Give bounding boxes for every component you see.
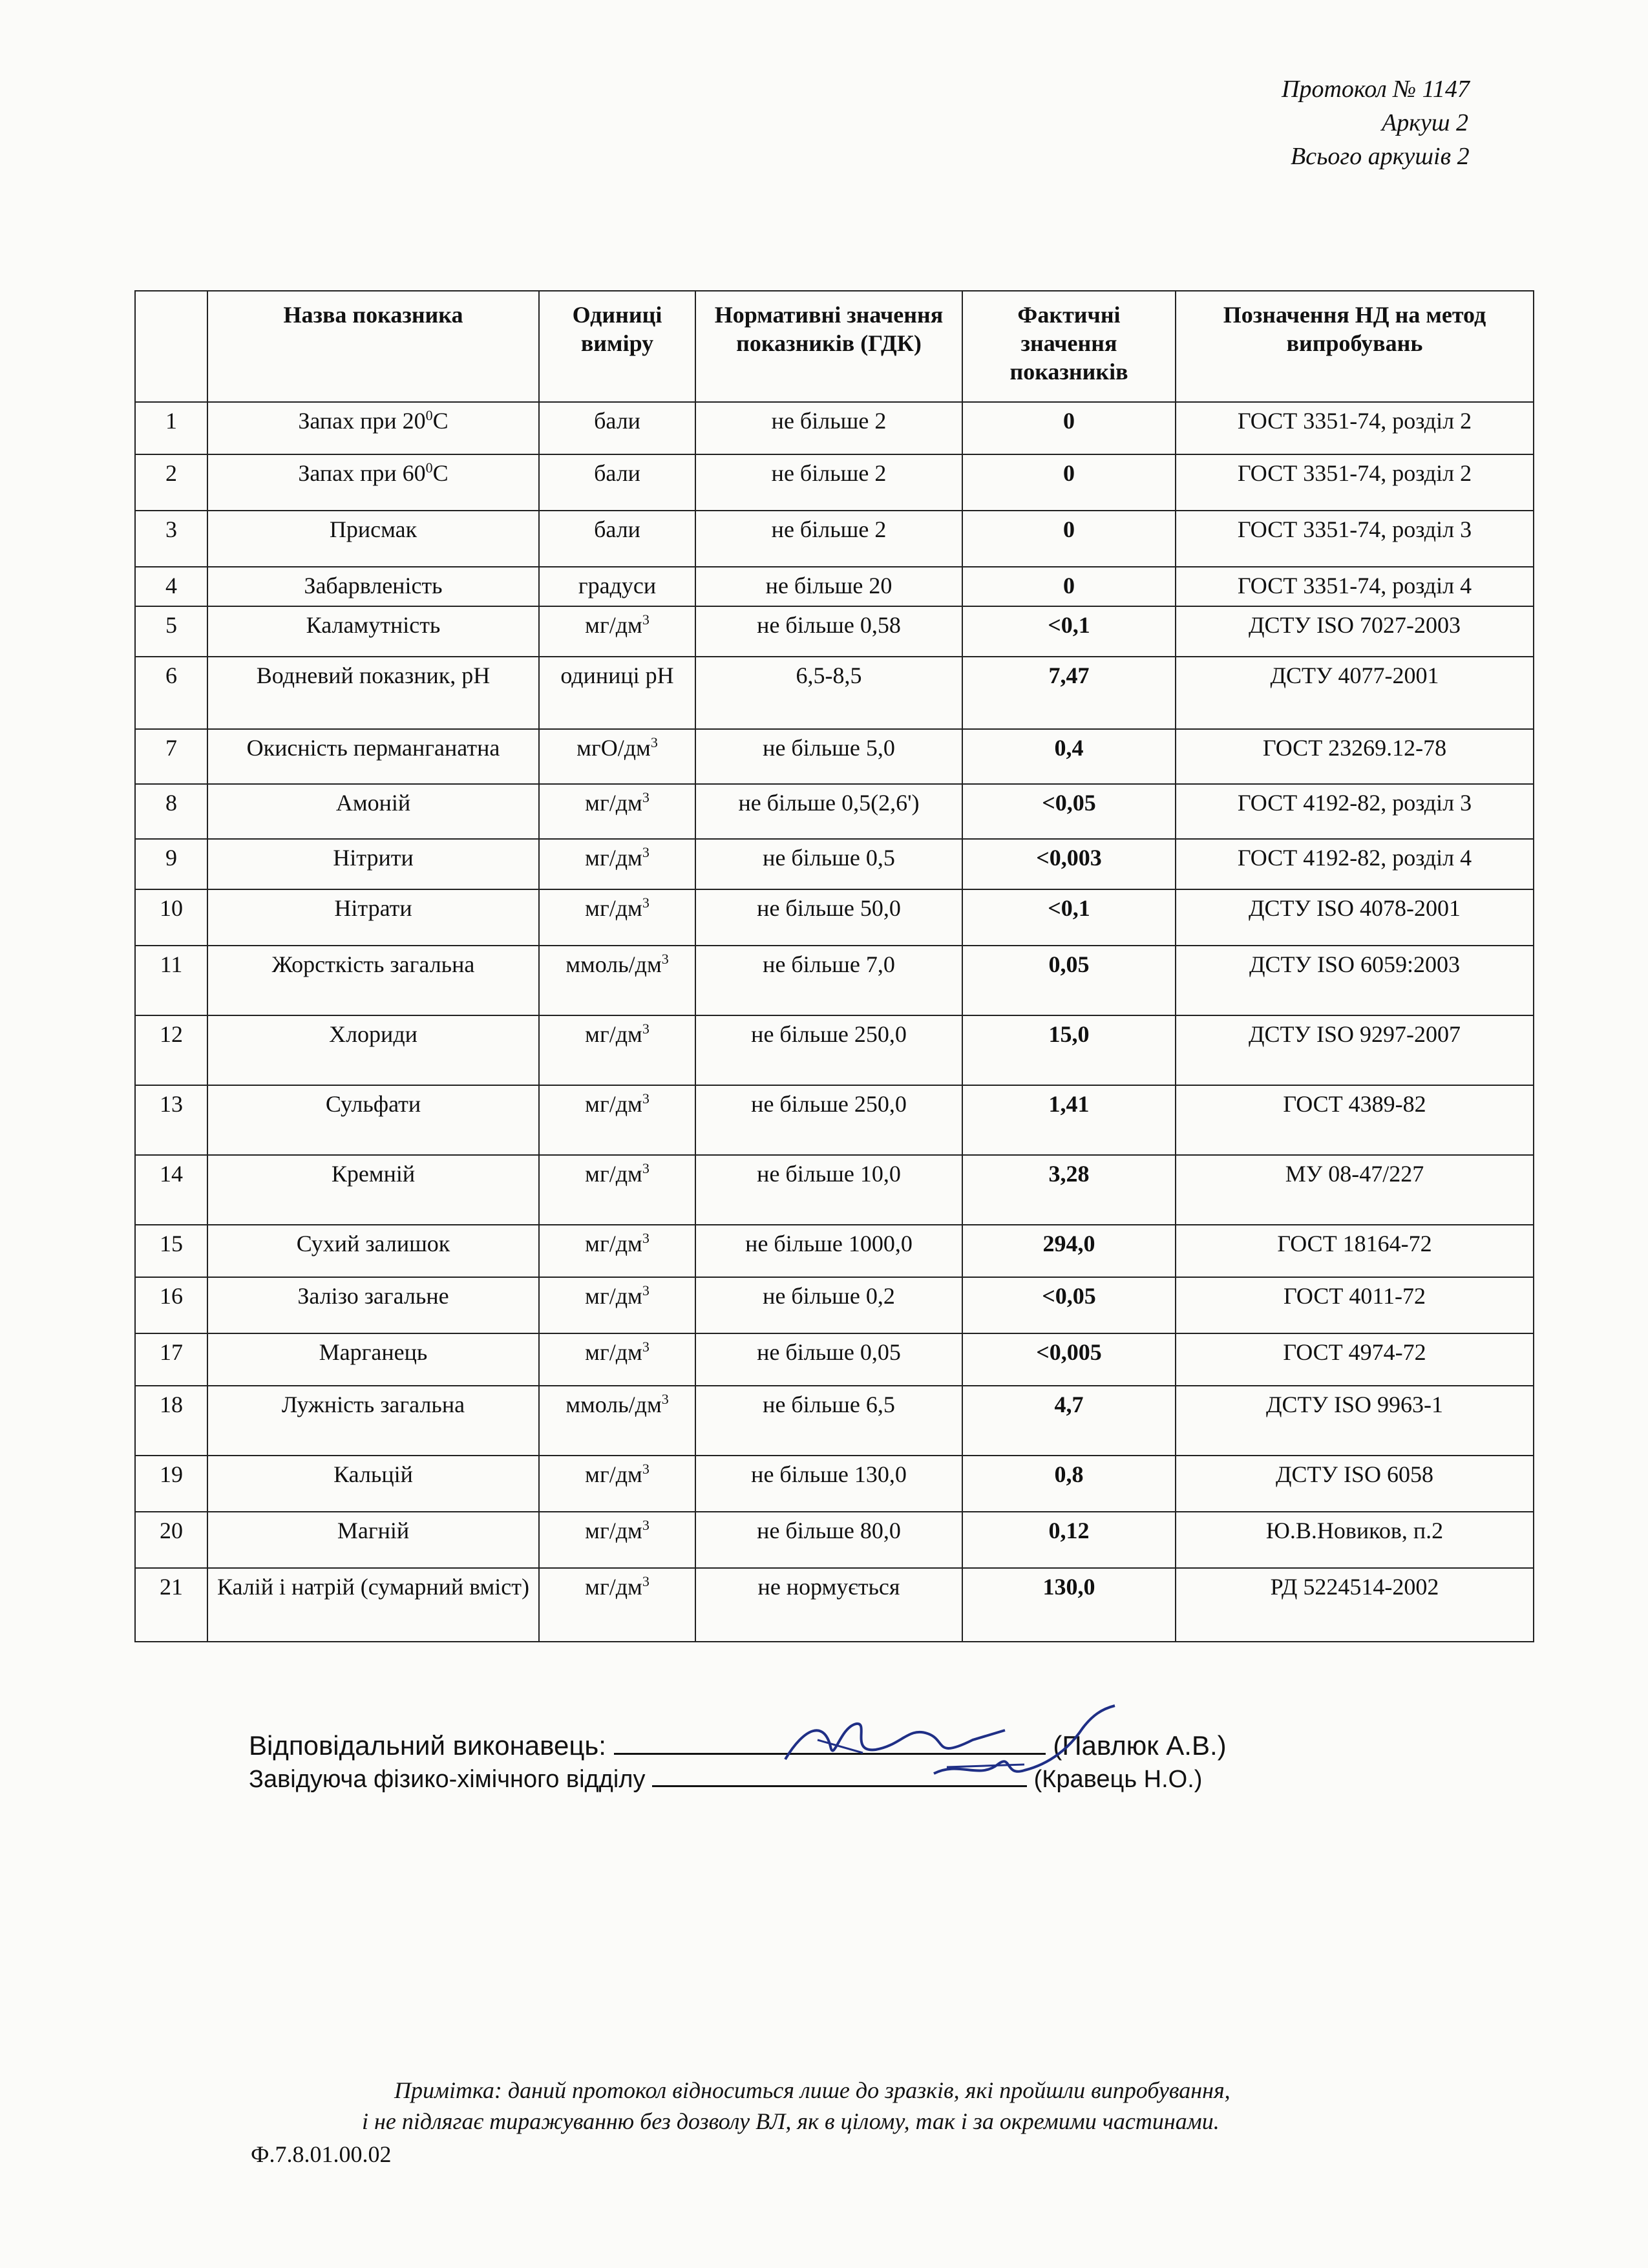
actual-value: 0 — [962, 402, 1176, 454]
method-standard: ГОСТ 3351-74, розділ 3 — [1176, 511, 1534, 567]
method-standard: ДСТУ ISO 9963-1 — [1176, 1386, 1534, 1456]
row-number: 15 — [135, 1225, 207, 1277]
head-signature-line — [249, 1763, 1227, 1796]
method-standard: РД 5224514-2002 — [1176, 1568, 1534, 1642]
actual-value: 15,0 — [962, 1015, 1176, 1085]
indicator-name: Хлориди — [207, 1015, 539, 1085]
unit: бали — [539, 402, 695, 454]
actual-value: 4,7 — [962, 1386, 1176, 1456]
actual-value: 3,28 — [962, 1155, 1176, 1225]
unit: $мг/дм^3$ — [539, 889, 695, 946]
norm-value: не більше 2 — [695, 511, 962, 567]
executor-name: (Павлюк А.В.) — [1053, 1730, 1227, 1761]
indicator-name: Кальцій — [207, 1456, 539, 1512]
executor-label: Відповідальний виконавець: — [249, 1730, 606, 1761]
norm-value: не більше 10,0 — [695, 1155, 962, 1225]
unit: $мг/дм^3$ — [539, 1277, 695, 1333]
indicator-name: Амоній — [207, 784, 539, 839]
method-standard: ДСТУ ISO 9297-2007 — [1176, 1015, 1534, 1085]
form-code: Ф.7.8.01.00.02 — [251, 2141, 392, 2167]
unit: бали — [539, 511, 695, 567]
norm-value: не більше 250,0 — [695, 1085, 962, 1155]
method-standard: МУ 08-47/227 — [1176, 1155, 1534, 1225]
indicator-name: Кремній — [207, 1155, 539, 1225]
table-row — [135, 946, 1534, 1015]
unit: одиниці рН — [539, 657, 695, 729]
unit: $мг/дм^3$ — [539, 1568, 695, 1642]
row-number: 19 — [135, 1456, 207, 1512]
indicator-name: Водневий показник, рН — [207, 657, 539, 729]
norm-value: не більше 2 — [695, 454, 962, 511]
table-row — [135, 567, 1534, 606]
method-standard: ГОСТ 23269.12-78 — [1176, 729, 1534, 784]
method-standard: ГОСТ 4192-82, розділ 3 — [1176, 784, 1534, 839]
norm-value: не більше 0,5 — [695, 839, 962, 889]
actual-value: 0 — [962, 511, 1176, 567]
norm-value: не нормується — [695, 1568, 962, 1642]
table-row — [135, 729, 1534, 784]
row-number: 8 — [135, 784, 207, 839]
unit: $мг/дм^3$ — [539, 606, 695, 657]
indicator-name: Магній — [207, 1512, 539, 1568]
norm-value: не більше 0,2 — [695, 1277, 962, 1333]
method-standard: Ю.В.Новиков, п.2 — [1176, 1512, 1534, 1568]
norm-value: не більше 50,0 — [695, 889, 962, 946]
actual-value: 130,0 — [962, 1568, 1176, 1642]
norm-value: не більше 1000,0 — [695, 1225, 962, 1277]
norm-value: не більше 6,5 — [695, 1386, 962, 1456]
footnote — [362, 2075, 1461, 2137]
norm-value: 6,5-8,5 — [695, 657, 962, 729]
table-row — [135, 606, 1534, 657]
method-standard: ДСТУ ISO 4078-2001 — [1176, 889, 1534, 946]
table-row — [135, 1568, 1534, 1642]
table-row — [135, 454, 1534, 511]
method-standard: ДСТУ 4077-2001 — [1176, 657, 1534, 729]
signatures-block — [249, 1728, 1227, 1796]
indicator-name: Присмак — [207, 511, 539, 567]
unit: $мг/дм^3$ — [539, 1225, 695, 1277]
method-standard: ГОСТ 4389-82 — [1176, 1085, 1534, 1155]
method-standard: ГОСТ 3351-74, розділ 2 — [1176, 454, 1534, 511]
indicator-name: Запах при $20^0С$ — [207, 402, 539, 454]
table-row — [135, 657, 1534, 729]
method-standard: ГОСТ 4011-72 — [1176, 1277, 1534, 1333]
row-number: 3 — [135, 511, 207, 567]
indicator-name: Лужність загальна — [207, 1386, 539, 1456]
actual-value: <0,003 — [962, 839, 1176, 889]
indicator-name: Забарвленість — [207, 567, 539, 606]
unit: $мг/дм^3$ — [539, 784, 695, 839]
table-row — [135, 1277, 1534, 1333]
unit: $мг/дм^3$ — [539, 1512, 695, 1568]
table-row — [135, 1333, 1534, 1386]
method-standard: ДСТУ ISO 6059:2003 — [1176, 946, 1534, 1015]
actual-value: 0 — [962, 567, 1176, 606]
indicator-name: Жорсткість загальна — [207, 946, 539, 1015]
results-table — [134, 290, 1534, 1642]
unit: $мг/дм^3$ — [539, 839, 695, 889]
actual-value: 0,4 — [962, 729, 1176, 784]
header-units: Одиниці виміру — [539, 291, 695, 402]
method-standard: ГОСТ 18164-72 — [1176, 1225, 1534, 1277]
indicator-name: Залізо загальне — [207, 1277, 539, 1333]
norm-value: не більше 250,0 — [695, 1015, 962, 1085]
method-standard: ГОСТ 3351-74, розділ 4 — [1176, 567, 1534, 606]
row-number: 6 — [135, 657, 207, 729]
header-method: Позначення НД на метод випробувань — [1176, 291, 1534, 402]
row-number: 7 — [135, 729, 207, 784]
indicator-name: Марганець — [207, 1333, 539, 1386]
unit: $мг/дм^3$ — [539, 1456, 695, 1512]
row-number: 2 — [135, 454, 207, 511]
actual-value: 7,47 — [962, 657, 1176, 729]
norm-value: не більше 130,0 — [695, 1456, 962, 1512]
table-header-row — [135, 291, 1534, 402]
indicator-name: Нітрати — [207, 889, 539, 946]
table-row — [135, 889, 1534, 946]
row-number: 21 — [135, 1568, 207, 1642]
indicator-name: Запах при $60^0С$ — [207, 454, 539, 511]
row-number: 11 — [135, 946, 207, 1015]
actual-value: <0,05 — [962, 784, 1176, 839]
indicator-name: Нітрити — [207, 839, 539, 889]
row-number: 16 — [135, 1277, 207, 1333]
unit: ммоль/$дм^3$ — [539, 946, 695, 1015]
protocol-header — [1099, 72, 1551, 173]
row-number: 14 — [135, 1155, 207, 1225]
row-number: 1 — [135, 402, 207, 454]
header-number — [135, 291, 207, 402]
row-number: 4 — [135, 567, 207, 606]
actual-value: <0,1 — [962, 889, 1176, 946]
actual-value: 0,8 — [962, 1456, 1176, 1512]
actual-value: 0,12 — [962, 1512, 1176, 1568]
actual-value: 1,41 — [962, 1085, 1176, 1155]
table-row — [135, 1015, 1534, 1085]
footnote-line-2: і не підлягає тиражуванню без дозволу ВЛ, як в цілому, так і за окремими частинами. — [362, 2108, 1220, 2134]
unit: $мг/дм^3$ — [539, 1155, 695, 1225]
row-number: 12 — [135, 1015, 207, 1085]
norm-value: не більше 5,0 — [695, 729, 962, 784]
unit: градуси — [539, 567, 695, 606]
norm-value: не більше 20 — [695, 567, 962, 606]
row-number: 20 — [135, 1512, 207, 1568]
protocol-number: Протокол № 1147 — [1282, 76, 1470, 103]
header-actual: Фактичні значення показників — [962, 291, 1176, 402]
indicator-name: Окисність перманганатна — [207, 729, 539, 784]
indicator-name: Сухий залишок — [207, 1225, 539, 1277]
head-signature-blank — [652, 1763, 1027, 1787]
head-name: (Кравець Н.О.) — [1033, 1766, 1203, 1793]
table-row — [135, 839, 1534, 889]
executor-signature-line — [249, 1728, 1227, 1763]
row-number: 13 — [135, 1085, 207, 1155]
actual-value: 294,0 — [962, 1225, 1176, 1277]
unit: $мг/дм^3$ — [539, 1015, 695, 1085]
unit: мгО/$дм^3$ — [539, 729, 695, 784]
table-row — [135, 1386, 1534, 1456]
actual-value: <0,1 — [962, 606, 1176, 657]
norm-value: не більше 7,0 — [695, 946, 962, 1015]
header-norm: Нормативні значення показників (ГДК) — [695, 291, 962, 402]
row-number: 10 — [135, 889, 207, 946]
table-row — [135, 1085, 1534, 1155]
row-number: 17 — [135, 1333, 207, 1386]
norm-value: не більше 2 — [695, 402, 962, 454]
row-number: 5 — [135, 606, 207, 657]
actual-value: <0,05 — [962, 1277, 1176, 1333]
head-label: Завідуюча фізико-хімічного відділу — [249, 1766, 646, 1793]
table-row — [135, 1155, 1534, 1225]
method-standard: ГОСТ 4192-82, розділ 4 — [1176, 839, 1534, 889]
row-number: 18 — [135, 1386, 207, 1456]
header-name: Назва показника — [207, 291, 539, 402]
indicator-name: Сульфати — [207, 1085, 539, 1155]
actual-value: 0 — [962, 454, 1176, 511]
sheet-number: Аркуш 2 — [1382, 109, 1469, 136]
total-sheets: Всього аркушів 2 — [1291, 143, 1470, 170]
unit: ммоль/$дм^3$ — [539, 1386, 695, 1456]
norm-value: не більше 0,5(2,6') — [695, 784, 962, 839]
indicator-name: Калій і натрій (сумарний вміст) — [207, 1568, 539, 1642]
method-standard: ДСТУ ISO 7027-2003 — [1176, 606, 1534, 657]
table-row — [135, 1456, 1534, 1512]
unit: $мг/дм^3$ — [539, 1333, 695, 1386]
actual-value: <0,005 — [962, 1333, 1176, 1386]
actual-value: 0,05 — [962, 946, 1176, 1015]
row-number: 9 — [135, 839, 207, 889]
executor-signature-blank — [614, 1728, 1046, 1755]
method-standard: ГОСТ 4974-72 — [1176, 1333, 1534, 1386]
norm-value: не більше 80,0 — [695, 1512, 962, 1568]
unit: $мг/дм^3$ — [539, 1085, 695, 1155]
footnote-line-1: Примітка: даний протокол відноситься лише до зразків, які пройшли випробування, — [394, 2077, 1231, 2103]
table-row — [135, 402, 1534, 454]
method-standard: ГОСТ 3351-74, розділ 2 — [1176, 402, 1534, 454]
norm-value: не більше 0,58 — [695, 606, 962, 657]
indicator-name: Каламутність — [207, 606, 539, 657]
table-row — [135, 784, 1534, 839]
unit: бали — [539, 454, 695, 511]
table-row — [135, 1512, 1534, 1568]
table-row — [135, 511, 1534, 567]
method-standard: ДСТУ ISO 6058 — [1176, 1456, 1534, 1512]
table-row — [135, 1225, 1534, 1277]
norm-value: не більше 0,05 — [695, 1333, 962, 1386]
